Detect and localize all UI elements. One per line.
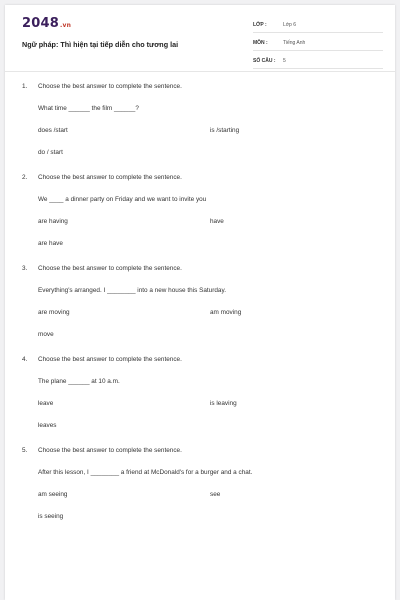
meta-info — [253, 17, 383, 71]
question-instruction: Choose the best answer to complete the sentence. — [38, 265, 182, 272]
question-instruction: Choose the best answer to complete the sentence. — [38, 174, 182, 181]
meta-label: MÔN : — [253, 39, 268, 46]
option-b[interactable]: see — [210, 491, 221, 498]
option-c[interactable]: are have — [38, 240, 63, 247]
option-c[interactable]: is seeing — [38, 513, 64, 520]
option-c[interactable]: leaves — [38, 422, 57, 429]
option-c[interactable]: move — [38, 331, 54, 338]
question-instruction: Choose the best answer to complete the sentence. — [38, 356, 182, 363]
question-stem: After this lesson, I ________ a friend at McDonald's for a burger and a chat. — [38, 469, 253, 476]
question-number: 3. — [22, 265, 28, 272]
meta-value: Lớp 6 — [283, 21, 297, 28]
meta-row-count — [253, 53, 383, 69]
option-a[interactable]: are having — [38, 218, 68, 225]
logo — [22, 16, 71, 31]
meta-label: SỐ CÂU : — [253, 57, 276, 64]
meta-value: 5 — [283, 57, 286, 64]
option-a[interactable]: are moving — [38, 309, 70, 316]
logo-text: 2048 — [22, 16, 59, 31]
option-b[interactable]: is leaving — [210, 400, 237, 407]
meta-row-subject — [253, 35, 383, 51]
worksheet — [5, 5, 395, 600]
question-number: 1. — [22, 83, 28, 90]
question-instruction: Choose the best answer to complete the sentence. — [38, 83, 182, 90]
question-number: 5. — [22, 447, 28, 454]
option-a[interactable]: does /start — [38, 127, 68, 134]
option-a[interactable]: leave — [38, 400, 54, 407]
option-b[interactable]: am moving — [210, 309, 242, 316]
question-stem: Everything's arranged. I ________ into a new house this Saturday. — [38, 287, 226, 294]
question-number: 2. — [22, 174, 28, 181]
page-title: Ngữ pháp: Thì hiện tại tiếp diễn cho tương lai — [22, 40, 179, 49]
option-a[interactable]: am seeing — [38, 491, 68, 498]
option-b[interactable]: is /starting — [210, 127, 240, 134]
question-stem: What time ______ the film ______? — [38, 105, 139, 112]
question-number: 4. — [22, 356, 28, 363]
meta-value: Tiếng Anh — [283, 39, 306, 46]
option-b[interactable]: have — [210, 218, 224, 225]
question-stem: We ____ a dinner party on Friday and we want to invite you — [38, 196, 207, 203]
header-divider — [5, 71, 395, 72]
option-c[interactable]: do / start — [38, 149, 63, 156]
meta-label: LỚP : — [253, 21, 267, 28]
question-stem: The plane ______ at 10 a.m. — [38, 378, 120, 385]
meta-row-grade — [253, 17, 383, 33]
worksheet-header — [5, 5, 395, 71]
question-instruction: Choose the best answer to complete the sentence. — [38, 447, 182, 454]
logo-suffix: .vn — [59, 22, 72, 29]
